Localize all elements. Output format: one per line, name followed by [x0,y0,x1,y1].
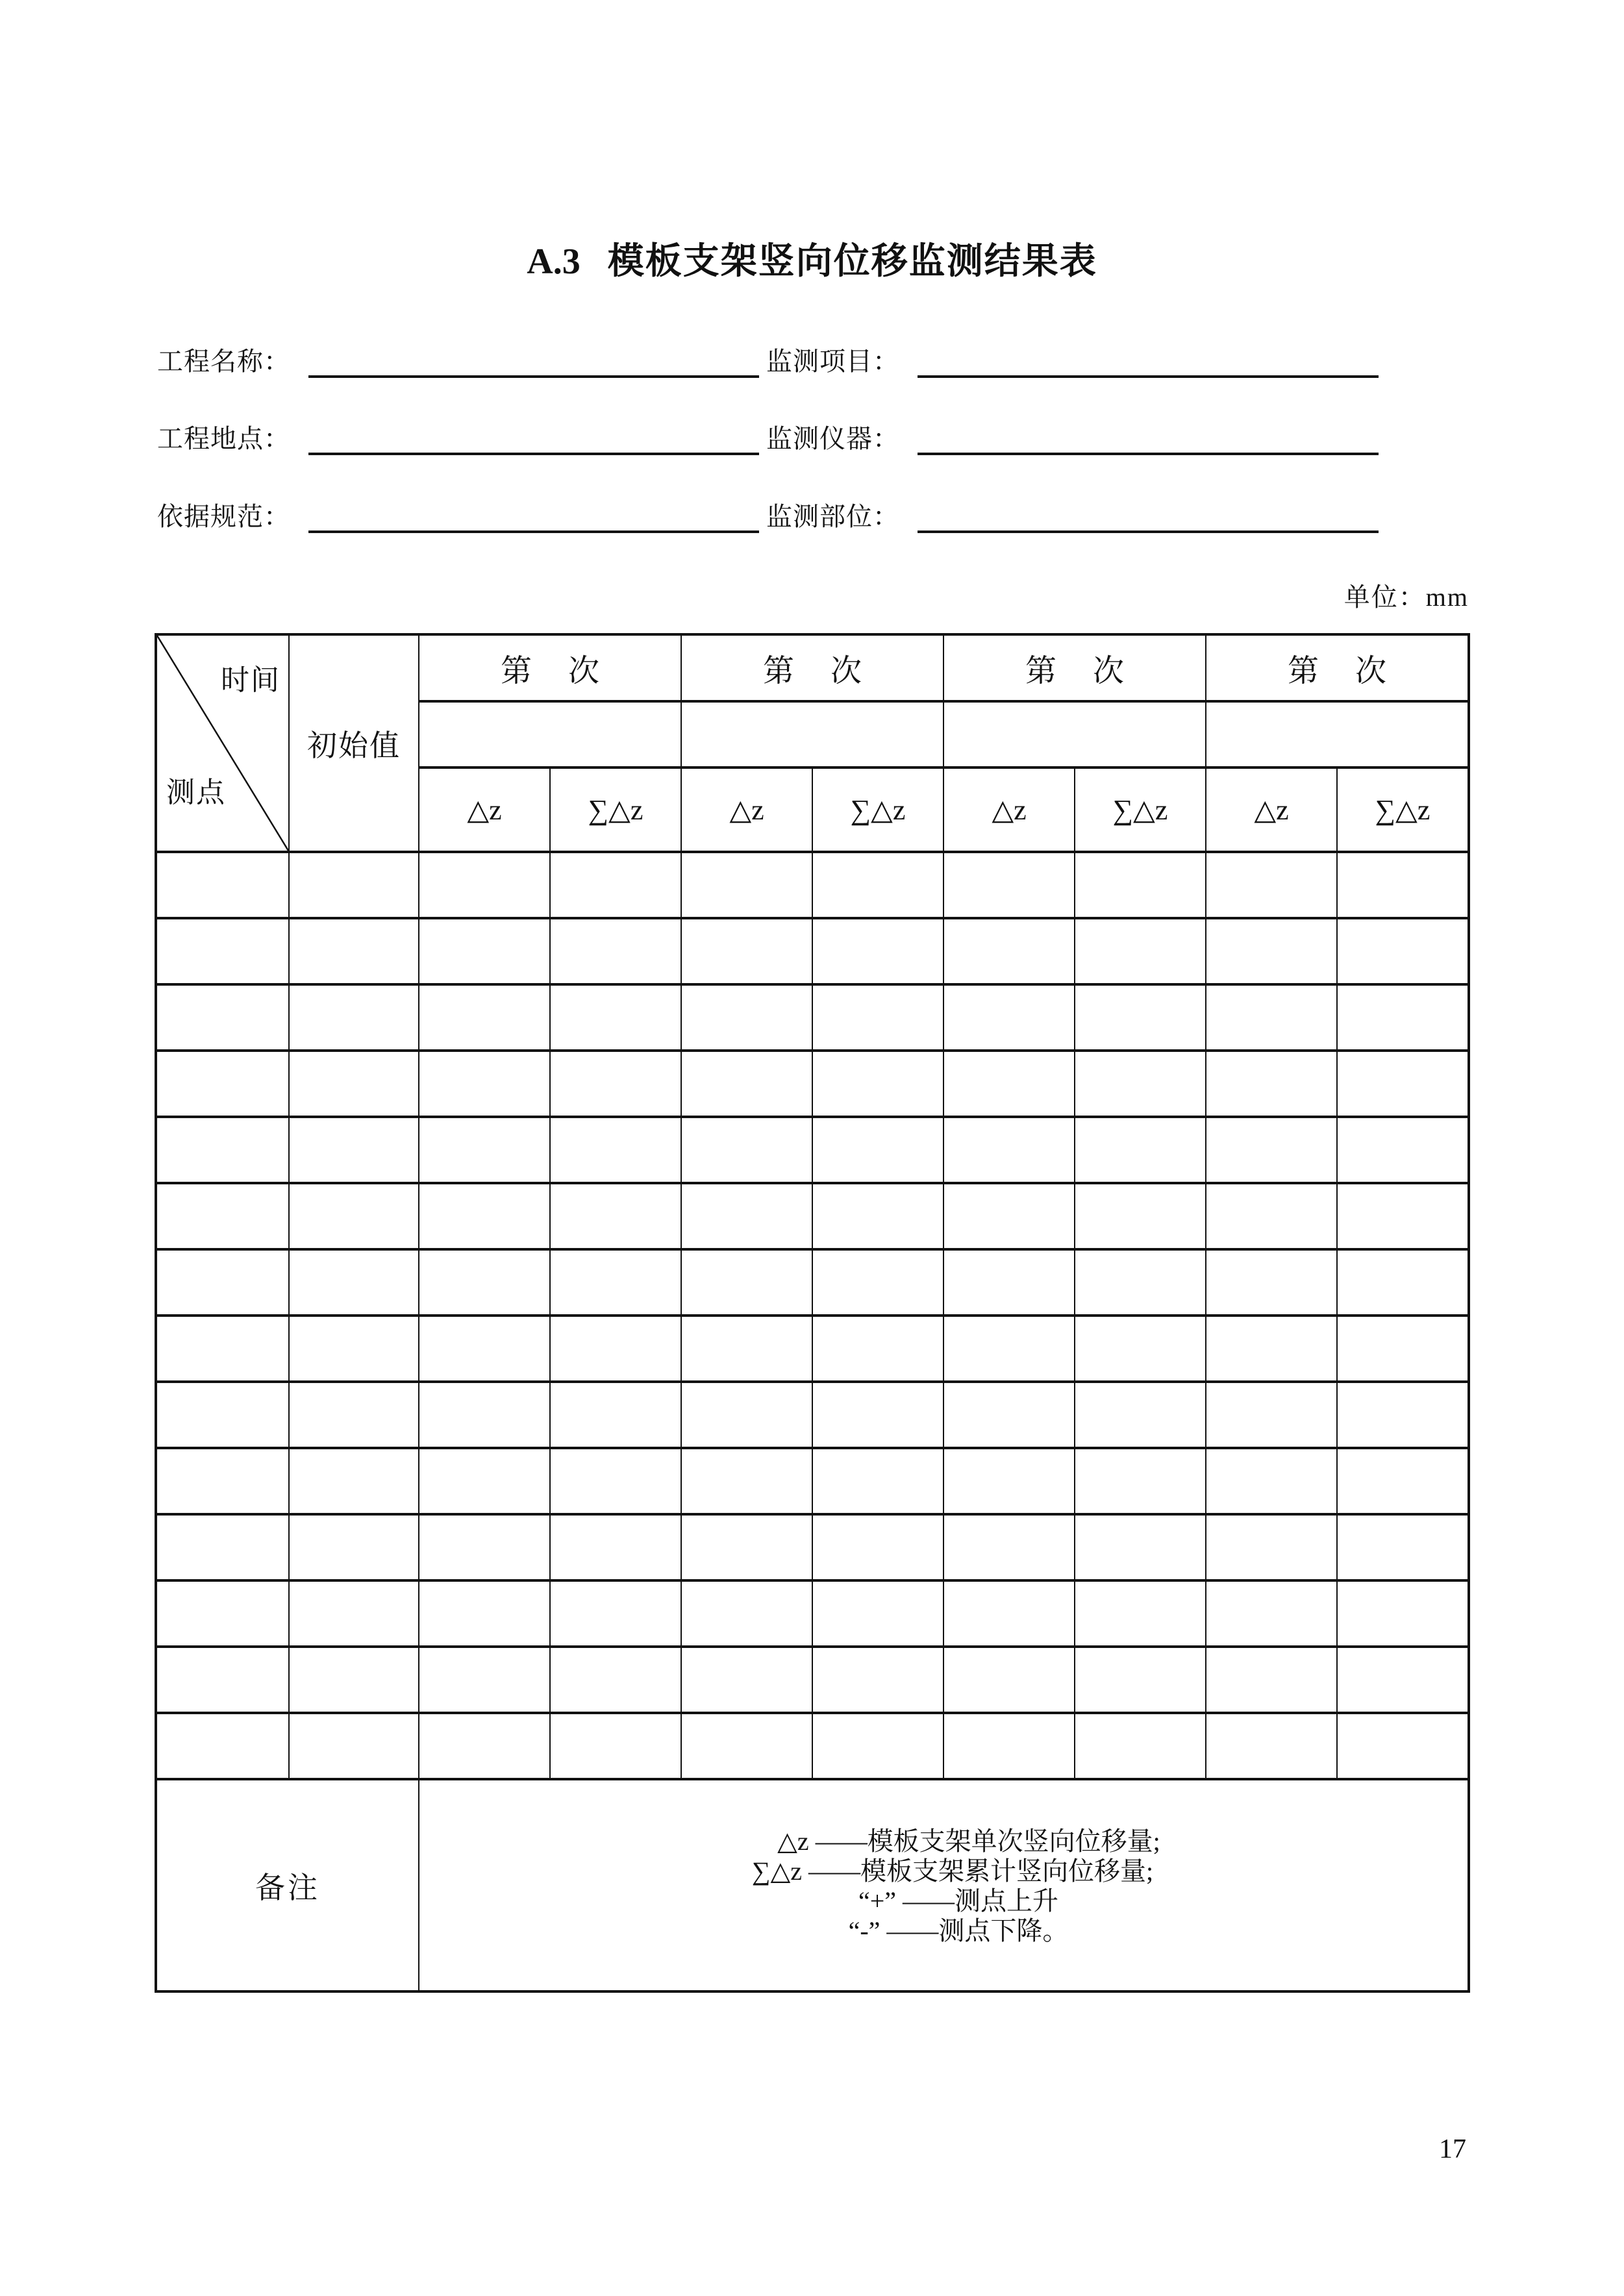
empty-data-cell [289,1580,419,1647]
project-location-field [157,424,759,455]
empty-data-cell [289,984,419,1051]
empty-data-cell [419,1713,550,1779]
monitoring-item-label: 监测项目： [766,347,899,376]
empty-data-cell [681,918,812,984]
table-body [156,852,1469,1779]
monitoring-part-label: 监测部位： [766,502,899,531]
sum-delta-z-header: ∑△z [1075,767,1206,852]
project-name-blank [308,349,759,378]
empty-data-cell [681,984,812,1051]
ordinal-prefix: 第 [1025,654,1056,688]
ordinal-suffix: 次 [568,654,600,688]
empty-data-cell [1206,1117,1337,1183]
delta-z-header: △z [419,767,550,852]
empty-data-cell [419,1382,550,1448]
remark-line: ∑△z ——模板支架累计竖向位移量; [751,1856,1154,1886]
initial-value-header: 初始值 [289,634,419,852]
empty-data-cell [550,1647,681,1713]
monitoring-part-field [766,502,1379,533]
measurement-group-header [419,634,681,701]
empty-data-cell [550,1382,681,1448]
empty-data-cell [550,1448,681,1514]
empty-data-cell [1206,1713,1337,1779]
remark-line: △z ——模板支架单次竖向位移量; [777,1826,1160,1856]
empty-data-cell [812,1316,943,1382]
empty-data-cell [1337,1514,1469,1580]
empty-data-cell [1075,1183,1206,1249]
table-row [156,1117,1469,1183]
empty-data-cell [1206,984,1337,1051]
empty-data-cell [681,1382,812,1448]
reference-standard-label: 依据规范： [157,502,290,531]
empty-data-cell [812,1514,943,1580]
empty-data-cell [289,1117,419,1183]
empty-data-cell [812,1382,943,1448]
empty-data-cell [681,1647,812,1713]
empty-data-cell [156,1249,289,1316]
empty-data-cell [812,1713,943,1779]
project-location-label: 工程地点： [157,424,290,453]
empty-data-cell [156,1713,289,1779]
empty-data-cell [1337,1183,1469,1249]
reference-standard-blank [308,505,759,533]
empty-data-cell [550,1051,681,1117]
empty-data-cell [1206,1580,1337,1647]
empty-data-cell [289,1448,419,1514]
ordinal-prefix: 第 [500,654,532,688]
empty-data-cell [1075,984,1206,1051]
empty-data-cell [156,852,289,918]
measurement-group-header [681,634,943,701]
table-row [156,852,1469,918]
empty-data-cell [289,1051,419,1117]
project-name-label: 工程名称： [157,347,290,376]
empty-data-cell [812,1647,943,1713]
empty-data-cell [156,1448,289,1514]
delta-z-header: △z [943,767,1075,852]
empty-data-cell [289,1316,419,1382]
empty-data-cell [1337,1316,1469,1382]
empty-data-cell [812,1448,943,1514]
delta-z-header: △z [681,767,812,852]
empty-data-cell [943,1713,1075,1779]
page-number: 17 [1439,2134,1466,2164]
empty-data-cell [943,852,1075,918]
empty-data-cell [1206,1514,1337,1580]
empty-data-cell [550,1316,681,1382]
empty-data-cell [419,1647,550,1713]
empty-data-cell [943,918,1075,984]
empty-data-cell [156,1183,289,1249]
empty-data-cell [943,1117,1075,1183]
empty-data-cell [1075,1117,1206,1183]
table-row [156,1316,1469,1382]
remarks-content [419,1779,1469,1991]
empty-data-cell [1075,1051,1206,1117]
empty-data-cell [289,852,419,918]
measurement-group-header [943,634,1206,701]
empty-data-cell [550,1117,681,1183]
empty-data-cell [812,1580,943,1647]
empty-data-cell [550,984,681,1051]
title-text: 模板支架竖向位移监测结果表 [607,242,1097,282]
empty-data-cell [812,1117,943,1183]
empty-data-cell [289,1647,419,1713]
empty-data-cell [1206,1382,1337,1448]
empty-data-cell [419,1051,550,1117]
monitoring-results-table [155,633,1470,1993]
table-row [156,1051,1469,1117]
empty-data-cell [1075,1316,1206,1382]
empty-data-cell [943,1514,1075,1580]
project-name-field [157,347,759,378]
empty-data-cell [289,1183,419,1249]
corner-time-label: 时间 [221,664,281,696]
monitoring-item-field [766,347,1379,378]
empty-data-cell [1337,852,1469,918]
empty-data-cell [156,1514,289,1580]
reference-standard-field [157,502,759,533]
empty-data-cell [550,1580,681,1647]
empty-data-cell [1337,984,1469,1051]
empty-data-cell [681,1713,812,1779]
sum-delta-z-header: ∑△z [1337,767,1469,852]
ordinal-suffix: 次 [831,654,862,688]
ordinal-prefix: 第 [1287,654,1319,688]
monitoring-instrument-field [766,424,1379,455]
empty-data-cell [681,1183,812,1249]
unit-label: 单位：mm [1343,582,1469,612]
empty-data-cell [1337,1117,1469,1183]
empty-data-cell [550,1183,681,1249]
empty-data-cell [1206,852,1337,918]
monitoring-instrument-blank [918,427,1379,455]
empty-data-cell [681,1580,812,1647]
empty-data-cell [550,1514,681,1580]
empty-data-cell [681,1448,812,1514]
empty-data-cell [156,918,289,984]
table-row [156,918,1469,984]
empty-data-cell [419,1514,550,1580]
monitoring-instrument-label: 监测仪器： [766,424,899,453]
empty-data-cell [1206,1183,1337,1249]
empty-data-cell [681,1316,812,1382]
empty-data-cell [1075,1713,1206,1779]
empty-data-cell [681,852,812,918]
empty-data-cell [1075,852,1206,918]
empty-data-cell [943,1580,1075,1647]
ordinal-suffix: 次 [1093,654,1125,688]
empty-data-cell [419,1183,550,1249]
empty-data-cell [419,1117,550,1183]
table-row [156,1249,1469,1316]
empty-data-cell [419,1580,550,1647]
empty-data-cell [550,1249,681,1316]
empty-data-cell [419,1448,550,1514]
empty-data-cell [550,852,681,918]
empty-data-cell [1337,1647,1469,1713]
empty-data-cell [1337,1580,1469,1647]
empty-data-cell [812,918,943,984]
empty-data-cell [943,1183,1075,1249]
empty-data-cell [156,1051,289,1117]
empty-data-cell [289,1514,419,1580]
empty-data-cell [681,1051,812,1117]
empty-data-cell [156,1382,289,1448]
empty-data-cell [1206,1051,1337,1117]
measurement-date-cell [681,701,943,767]
empty-data-cell [1075,1448,1206,1514]
empty-data-cell [1075,1249,1206,1316]
ordinal-prefix: 第 [762,654,794,688]
empty-data-cell [943,984,1075,1051]
empty-data-cell [1337,1051,1469,1117]
empty-data-cell [1206,1448,1337,1514]
empty-data-cell [681,1514,812,1580]
empty-data-cell [419,918,550,984]
empty-data-cell [156,1580,289,1647]
monitoring-item-blank [918,349,1379,378]
empty-data-cell [812,1183,943,1249]
empty-data-cell [1075,918,1206,984]
empty-data-cell [419,1316,550,1382]
empty-data-cell [156,984,289,1051]
empty-data-cell [943,1249,1075,1316]
empty-data-cell [943,1051,1075,1117]
measurement-date-cell [943,701,1206,767]
empty-data-cell [1206,1647,1337,1713]
empty-data-cell [289,918,419,984]
empty-data-cell [156,1117,289,1183]
empty-data-cell [1075,1647,1206,1713]
empty-data-cell [1337,1713,1469,1779]
sum-delta-z-header: ∑△z [812,767,943,852]
table-row [156,984,1469,1051]
empty-data-cell [1206,1316,1337,1382]
empty-data-cell [681,1117,812,1183]
empty-data-cell [943,1316,1075,1382]
measurement-date-cell [419,701,681,767]
empty-data-cell [289,1382,419,1448]
table-row [156,1647,1469,1713]
empty-data-cell [156,1647,289,1713]
corner-header-cell [156,634,289,852]
project-location-blank [308,427,759,455]
corner-point-label: 测点 [166,777,226,808]
empty-data-cell [1337,1249,1469,1316]
empty-data-cell [943,1647,1075,1713]
table-row [156,1713,1469,1779]
monitoring-part-blank [918,505,1379,533]
empty-data-cell [1075,1514,1206,1580]
empty-data-cell [1337,1448,1469,1514]
empty-data-cell [943,1448,1075,1514]
remarks-label: 备注 [156,1779,419,1991]
table-row [156,1382,1469,1448]
delta-z-header: △z [1206,767,1337,852]
empty-data-cell [943,1382,1075,1448]
measurement-date-cell [1206,701,1469,767]
empty-data-cell [812,852,943,918]
remark-line: “+” ——测点上升 [858,1886,1059,1915]
empty-data-cell [419,984,550,1051]
table-row [156,1580,1469,1647]
table-row [156,1183,1469,1249]
empty-data-cell [1075,1580,1206,1647]
empty-data-cell [1206,1249,1337,1316]
page-title [0,232,1624,284]
empty-data-cell [419,852,550,918]
empty-data-cell [156,1316,289,1382]
remark-line: “-” ——测点下降。 [848,1915,1069,1945]
empty-data-cell [550,1713,681,1779]
title-section-number: A.3 [527,242,581,282]
table-row [156,1448,1469,1514]
empty-data-cell [550,918,681,984]
empty-data-cell [812,1051,943,1117]
measurement-group-header [1206,634,1469,701]
empty-data-cell [1337,1382,1469,1448]
ordinal-suffix: 次 [1355,654,1387,688]
empty-data-cell [812,984,943,1051]
empty-data-cell [289,1713,419,1779]
sum-delta-z-header: ∑△z [550,767,681,852]
empty-data-cell [812,1249,943,1316]
empty-data-cell [681,1249,812,1316]
empty-data-cell [289,1249,419,1316]
empty-data-cell [419,1249,550,1316]
table-row [156,1514,1469,1580]
empty-data-cell [1337,918,1469,984]
empty-data-cell [1206,918,1337,984]
empty-data-cell [1075,1382,1206,1448]
